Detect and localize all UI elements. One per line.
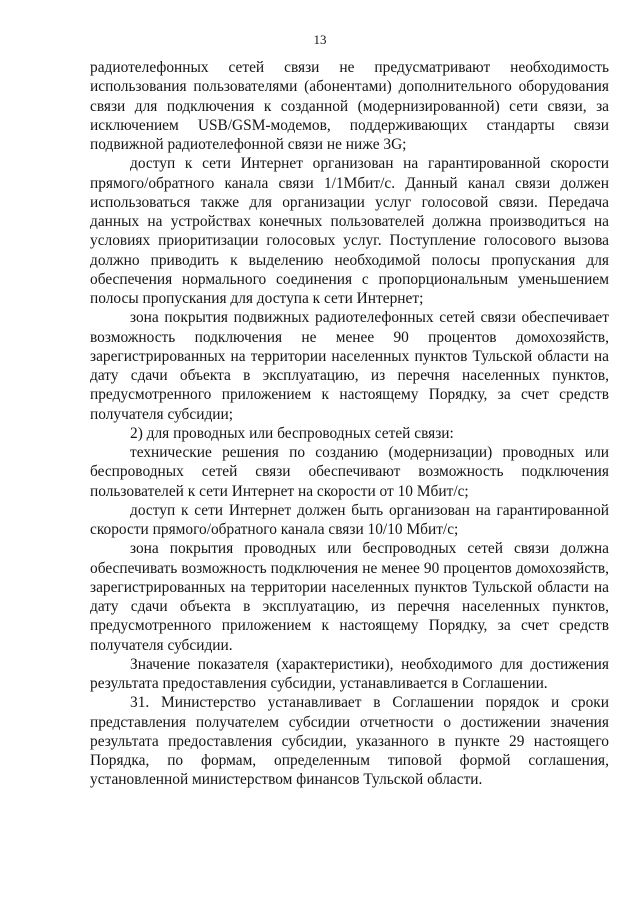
paragraph-mobile-coverage: зона покрытия подвижных радиотелефонных сетей связи обеспечивает возможность подключения не менее 90 процентов домохозяйств, зарегистрированных на территории населенных пунктов Тульской области на дату сдачи объекта в эксплуатацию, из перечня населенных пунктов, предусмотренного приложением к настоящему Порядку, за счет средств получателя субсидии; (90, 309, 609, 423)
page-number: 13 (313, 32, 327, 47)
paragraph-wired-technical-solutions: технические решения по созданию (модернизации) проводных или беспроводных сетей связи обеспечивают возможность подключения пользователей к сети Интернет на скорости от 10 Мбит/с; (90, 444, 609, 500)
document-body (90, 58, 609, 790)
paragraph-wired-internet-access: доступ к сети Интернет должен быть организован на гарантированной скорости прямого/обратного канала связи 10/10 Мбит/с; (90, 501, 609, 538)
paragraph-item-31: 31. Министерство устанавливает в Соглашении порядок и сроки представления получателем субсидии отчетности о достижении значения результата предоставления субсидии, указанного в пункте 29 настоящего Порядка, по формам, определенным типовой формой соглашения, установленной министерством финансов Тульской области. (90, 694, 609, 789)
paragraph-wired-coverage: зона покрытия проводных или беспроводных сетей связи должна обеспечивать возможность подключения не менее 90 процентов домохозяйств, зарегистрированных на территории населенных пунктов Тульской области на дату сдачи объекта в эксплуатацию, из перечня населенных пунктов, предусмотренного приложением к настоящему Порядку, за счет средств получателя субсидии. (90, 540, 609, 654)
paragraph-indicator-value: Значение показателя (характеристики), необходимого для достижения результата предоставления субсидии, устанавливается в Соглашении. (90, 655, 609, 692)
paragraph-mobile-equipment: радиотелефонных сетей связи не предусматривают необходимость использования пользователями (абонентами) дополнительного оборудования связи для подключения к созданной (модернизированной) сети связи, за исключением USB/GSM-модемов, поддерживающих стандарты связи подвижной радиотелефонной связи не ниже 3G; (90, 59, 609, 153)
paragraph-wired-networks-heading: 2) для проводных или беспроводных сетей связи: (130, 424, 454, 442)
paragraph-mobile-internet-access: доступ к сети Интернет организован на гарантированной скорости прямого/обратного канала связи 1/1Мбит/с. Данный канал связи должен использоваться также для организации услуг голосовой связи. Передача данных на устройствах конечных пользователей должна производиться на условиях приоритизации голосовых услуг. Поступление голосового вызова должно приводить к выделению необходимой полосы пропускания для обеспечения нормального соединения с пропорциональным уменьшением полосы пропускания для доступа к сети Интернет; (90, 155, 609, 307)
